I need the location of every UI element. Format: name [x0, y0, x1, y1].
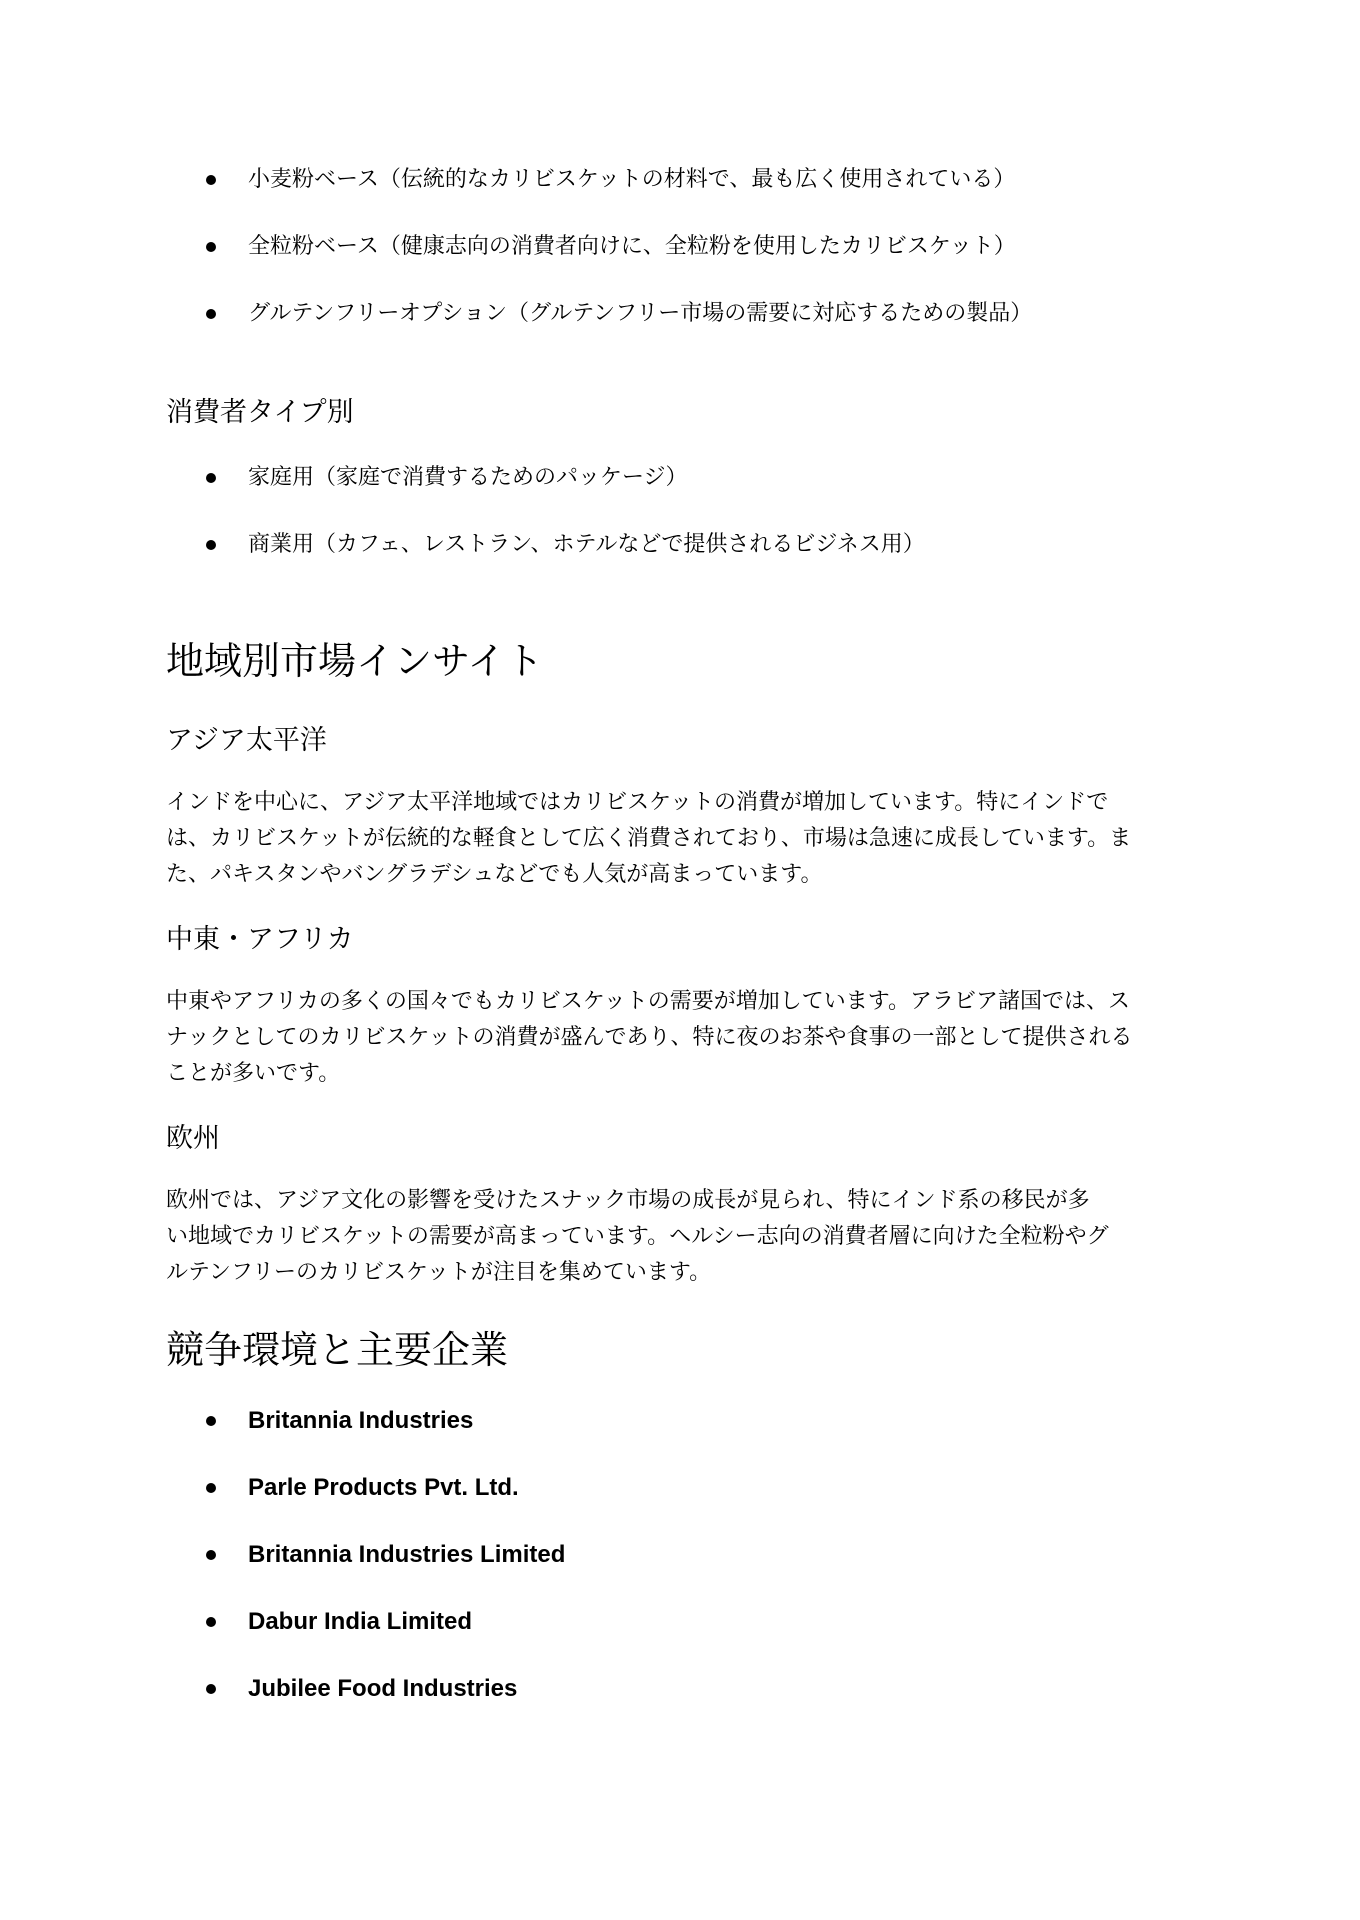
list-item-text: 家庭用（家庭で消費するためのパッケージ）	[248, 465, 688, 490]
middle-east-africa-heading: 中東・アフリカ	[166, 924, 354, 955]
paragraph-line: た、パキスタンやバングラデシュなどでも人気が高まっています。	[166, 862, 823, 887]
paragraph-line: は、カリビスケットが伝統的な軽食として広く消費されており、市場は急速に成長しています。ま	[166, 826, 1132, 851]
list-item	[206, 530, 925, 560]
paragraph-line: 中東やアフリカの多くの国々でもカリビスケットの需要が増加しています。アラビア諸国では、ス	[166, 989, 1131, 1014]
bullet-icon	[206, 1684, 216, 1694]
company-name: Parle Products Pvt. Ltd.	[248, 1474, 519, 1501]
paragraph-line: い地域でカリビスケットの需要が高まっています。ヘルシー志向の消費者層に向けた全粒粉やグ	[166, 1224, 1109, 1249]
company-name: Britannia Industries	[248, 1407, 474, 1434]
bullet-icon	[206, 242, 216, 252]
bullet-icon	[206, 473, 216, 483]
company-name: Britannia Industries Limited	[248, 1541, 566, 1568]
company-name: Jubilee Food Industries	[248, 1675, 518, 1702]
bullet-icon	[206, 540, 216, 550]
list-item-text: 全粒粉ベース（健康志向の消費者向けに、全粒粉を使用したカリビスケット）	[248, 234, 1016, 259]
bullet-icon	[206, 175, 216, 185]
bullet-icon	[206, 1550, 216, 1560]
paragraph-line: インドを中心に、アジア太平洋地域ではカリビスケットの消費が増加しています。特にインドで	[166, 790, 1109, 815]
list-item	[206, 1674, 565, 1704]
flour-type-list	[206, 165, 1032, 329]
list-item	[206, 463, 925, 493]
list-item-text: グルテンフリーオプション（グルテンフリー市場の需要に対応するための製品）	[248, 301, 1033, 326]
europe-paragraph	[166, 1183, 1206, 1291]
paragraph-line: ことが多いです。	[166, 1061, 341, 1086]
list-item	[206, 1607, 565, 1637]
asia-pacific-paragraph	[166, 785, 1206, 893]
list-item	[206, 1406, 565, 1436]
bullet-icon	[206, 1483, 216, 1493]
list-item	[206, 165, 1032, 195]
paragraph-line: 欧州では、アジア文化の影響を受けたスナック市場の成長が見られ、特にインド系の移民が多	[166, 1188, 1090, 1213]
bullet-icon	[206, 309, 216, 319]
middle-east-africa-paragraph	[166, 984, 1206, 1092]
consumer-type-heading: 消費者タイプ別	[166, 397, 354, 428]
company-list	[206, 1406, 565, 1704]
company-name: Dabur India Limited	[248, 1608, 473, 1635]
regional-insights-heading: 地域別市場インサイト	[166, 639, 544, 683]
list-item	[206, 1540, 565, 1570]
paragraph-line: ルテンフリーのカリビスケットが注目を集めています。	[166, 1260, 712, 1285]
list-item	[206, 232, 1032, 262]
list-item-text: 商業用（カフェ、レストラン、ホテルなどで提供されるビジネス用）	[248, 532, 925, 557]
bullet-icon	[206, 1416, 216, 1426]
asia-pacific-heading: アジア太平洋	[166, 725, 327, 756]
list-item-text: 小麦粉ベース（伝統的なカリビスケットの材料で、最も広く使用されている）	[248, 167, 1016, 192]
consumer-type-list	[206, 463, 925, 560]
europe-heading: 欧州	[166, 1123, 220, 1154]
paragraph-line: ナックとしてのカリビスケットの消費が盛んであり、特に夜のお茶や食事の一部として提供される	[166, 1025, 1133, 1050]
competition-heading: 競争環境と主要企業	[166, 1328, 509, 1372]
list-item	[206, 299, 1032, 329]
list-item	[206, 1473, 565, 1503]
bullet-icon	[206, 1617, 216, 1627]
